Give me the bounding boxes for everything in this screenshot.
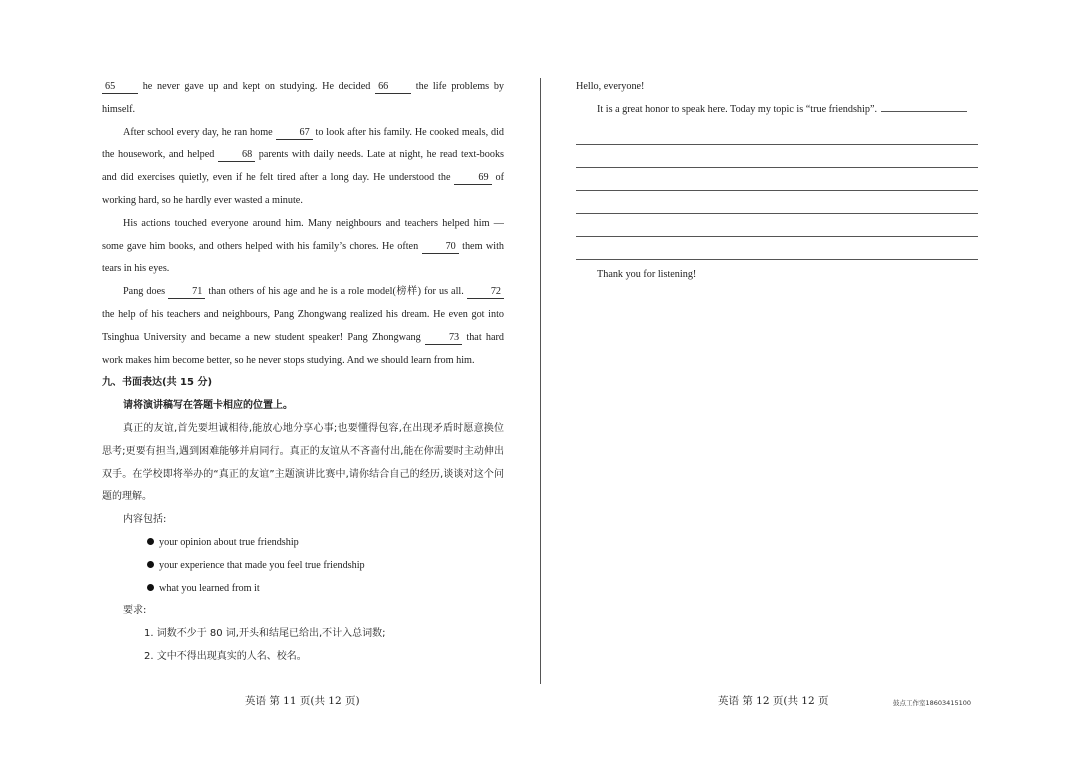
paragraph-text: parents with daily needs. Late at night, he read text-books and did exercises quietly, even if he felt tired after a long day. He understood the	[102, 149, 505, 184]
writing-instruction: 请将演讲稿写在答题卡相应的位置上。	[123, 400, 293, 412]
paragraph-text: them with tears in his eyes.	[102, 240, 504, 275]
speech-closing: Thank you for listening!	[597, 268, 697, 280]
bullet-dot-icon	[147, 561, 154, 568]
answer-blank[interactable]: 70	[422, 241, 459, 254]
answer-blank[interactable]: 66	[375, 81, 411, 94]
page-footer: 英语 第 11 页(共 12 页)	[245, 695, 360, 707]
writing-line[interactable]	[576, 145, 978, 168]
writing-line[interactable]	[576, 191, 978, 214]
speech-intro: It is a great honor to speak here. Today my topic is “true friendship”.	[576, 99, 978, 122]
cloze-paragraph-2	[102, 122, 504, 213]
writing-line[interactable]	[576, 168, 978, 191]
writing-line[interactable]	[576, 214, 978, 237]
answer-area	[576, 76, 978, 286]
bullet-dot-icon	[147, 538, 154, 545]
cloze-paragraph-4	[102, 281, 504, 372]
answer-blank[interactable]: 68	[218, 149, 255, 162]
writing-prompt: 真正的友谊,首先要坦诚相待,能放心地分享心事;也要懂得包容,在出现矛盾时愿意换位思考;更要有担当,遇到困难能够并肩同行。真正的友谊从不吝啬付出,能在你需要时主动伸出双手。在学校即将举办的“真正的友谊”主题演讲比赛中,请你结合自己的经历,谈谈对这个问题的理解。	[102, 422, 504, 503]
content-label: 内容包括:	[123, 514, 167, 526]
paragraph-text: the life problems by himself.	[102, 81, 505, 115]
answer-blank[interactable]: 69	[454, 172, 491, 185]
studio-watermark: 鼓点工作室18603415100	[893, 699, 971, 707]
writing-line[interactable]	[881, 101, 967, 112]
paragraph-text: to look after his family. He cooked meals, did the housework, and helped	[102, 126, 504, 161]
answer-blank[interactable]: 72	[467, 286, 504, 299]
answer-blank[interactable]: 71	[168, 286, 205, 299]
page-footer: 英语 第 12 页(共 12 页	[718, 695, 829, 707]
paragraph-text: that hard work makes him become better, so he never stops studying. And we should learn from him.	[102, 331, 504, 366]
writing-line[interactable]	[576, 122, 978, 145]
paragraph-text: After school every day, he ran home	[123, 126, 276, 138]
bullet-dot-icon	[147, 584, 154, 591]
answer-blank[interactable]: 73	[425, 332, 462, 345]
speech-greeting: Hello, everyone!	[576, 81, 645, 92]
cloze-paragraph-1	[102, 76, 504, 122]
writing-line[interactable]	[576, 237, 978, 260]
page-12	[540, 0, 1080, 764]
paragraph-text: of working hard, so he hardly ever wasted a minute.	[102, 172, 504, 206]
bullet-item: what you learned from it	[102, 578, 504, 601]
bullet-item: your experience that made you feel true friendship	[102, 555, 504, 578]
bullet-item: your opinion about true friendship	[102, 532, 504, 555]
paragraph-text: than others of his age and he is a role model(榜样) for us all.	[205, 286, 467, 298]
paragraph-text: he never gave up and kept on studying. He decided	[138, 81, 376, 92]
requirement-item: 1. 词数不少于 80 词,开头和结尾已给出,不计入总词数;	[144, 628, 386, 640]
answer-blank[interactable]: 65	[102, 81, 138, 94]
requirement-item: 2. 文中不得出现真实的人名、校名。	[144, 650, 307, 662]
left-column	[102, 76, 504, 669]
answer-blank[interactable]: 67	[276, 127, 313, 140]
section-heading: 九、书面表达(共 15 分)	[102, 377, 213, 389]
cloze-paragraph-3	[102, 213, 504, 281]
paragraph-text: the help of his teachers and neighbours, Pang Zhongwang realized his dream. He even got into Tsinghua University and became a new student speaker! Pang Zhongwang	[102, 308, 504, 343]
paragraph-text: Pang does	[123, 286, 169, 298]
paragraph-text: His actions touched everyone around him. Many neighbours and teachers helped him — some gave him books, and others helped with his family’s chores. He often	[102, 217, 504, 252]
requirements-label: 要求:	[123, 605, 147, 617]
